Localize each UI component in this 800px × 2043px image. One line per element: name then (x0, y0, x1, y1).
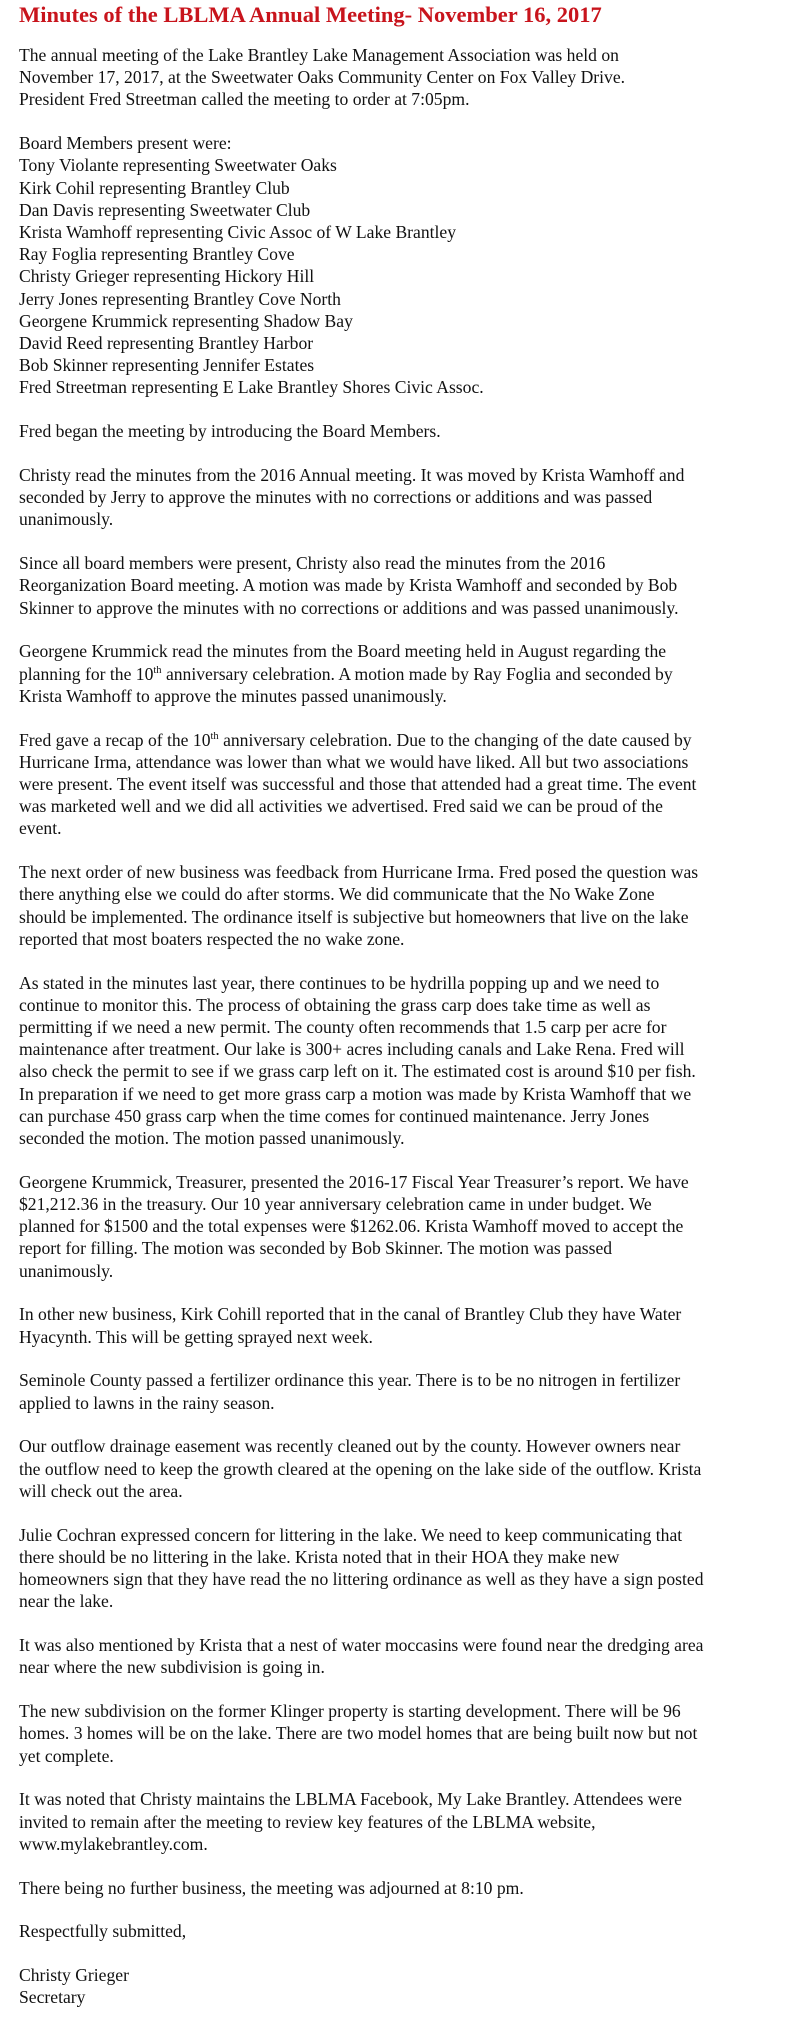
introduction-paragraph: Fred began the meeting by introducing the Board Members. (19, 421, 441, 442)
august-line-3: Krista Wamhoff to approve the minutes passed unanimously. (19, 685, 447, 706)
fertilizer-paragraph: Seminole County passed a fertilizer ordinance this year. There is to be no nitrogen in fertilizer applied to lawns in the rainy season. (19, 1370, 681, 1413)
august-line-1: Georgene Krummick read the minutes from the Board meeting held in August regarding the (19, 641, 667, 662)
littering-paragraph: Julie Cochran expressed concern for littering in the lake. We need to keep communicating that there should be no littering in the lake. Krista noted that in their HOA they make new homeowners sign that they have read the no littering ordinance as well as they have a sign posted near the lake. (19, 1524, 704, 1612)
board-member: Tony Violante representing Sweetwater Oaks (19, 155, 337, 176)
august-minutes-paragraph (19, 640, 782, 707)
august-line-2-end: anniversary celebration. A motion made by Ray Foglia and seconded by (161, 663, 673, 684)
ordinal-suffix: th (210, 730, 219, 742)
reorganization-minutes-paragraph: Since all board members were present, Christy also read the minutes from the 2016 Reorganization Board meeting. A motion was made by Krista Wamhoff and seconded by Bob Skinner to approve the minutes with no corrections or additions and was passed unanimously. (19, 553, 679, 618)
board-member: Georgene Krummick representing Shadow Bay (19, 310, 353, 331)
treasurer-report-paragraph: Georgene Krummick, Treasurer, presented the 2016-17 Fiscal Year Treasurer’s report. We have $21,212.36 in the treasury. Our 10 year anniversary celebration came in under budget. We planned for $1500 and the total expenses were $1262.06. Krista Wamhoff moved to accept the report for filling. The motion was seconded by Bob Skinner. The motion was passed unanimously. (19, 1171, 689, 1281)
intro-paragraph: The annual meeting of the Lake Brantley Lake Management Association was held on November 17, 2017, at the Sweetwater Oaks Community Center on Fox Valley Drive. President Fred Streetman called the meeting to order at 7:05pm. (19, 45, 626, 110)
signer-name: Christy Grieger (19, 1965, 129, 1986)
water-hyacynth-paragraph: In other new business, Kirk Cohill reported that in the canal of Brantley Club they have Water Hyacynth. This will be getting sprayed next week. (19, 1304, 682, 1347)
board-members-heading: Board Members present were: (19, 133, 232, 154)
board-member: Dan Davis representing Sweetwater Club (19, 199, 311, 220)
hurricane-irma-paragraph: The next order of new business was feedback from Hurricane Irma. Fred posed the question was there anything else we could do after storms. We did communicate that the No Wake Zone should be implemented. The ordinance itself is subjective but homeowners that live on the lake reported that most boaters respected the no wake zone. (19, 862, 699, 949)
board-member: Christy Grieger representing Hickory Hill (19, 266, 315, 287)
board-member: Fred Streetman representing E Lake Brantley Shores Civic Assoc. (19, 377, 484, 398)
board-member: Ray Foglia representing Brantley Cove (19, 244, 295, 265)
board-members-section (19, 132, 782, 398)
signature-block (19, 1964, 782, 2008)
anniversary-recap-paragraph (19, 729, 782, 840)
outflow-paragraph: Our outflow drainage easement was recently cleaned out by the county. However owners near the outflow need to keep the growth cleared at the opening on the lake side of the outflow. Krista will check out the area. (19, 1436, 702, 1501)
recap-line-1-end: anniversary celebration. Due to the changing of the date caused by (218, 729, 692, 750)
subdivision-paragraph: The new subdivision on the former Klinger property is starting development. There will be 96 homes. 3 homes will be on the lake. There are two model homes that are being built now but not yet complete. (19, 1701, 698, 1766)
ordinal-suffix: th (153, 664, 162, 676)
board-member: David Reed representing Brantley Harbor (19, 333, 314, 354)
board-member: Jerry Jones representing Brantley Cove North (19, 288, 341, 309)
water-moccasins-paragraph: It was also mentioned by Krista that a nest of water moccasins were found near the dredging area near where the new subdivision is going in. (19, 1635, 704, 1678)
signer-title: Secretary (19, 1987, 86, 2008)
hydrilla-paragraph: As stated in the minutes last year, there continues to be hydrilla popping up and we need to continue to monitor this. The process of obtaining the grass carp does take time as well as permitting if we need a new permit. The county often recommends that 1.5 carp per acre for maintenance after treatment. Our lake is 300+ acres including canals and Lake Rena. Fred will also check the permit to see if we grass carp left on it. The estimated cost is around $10 per fish. In preparation if we need to get more grass carp a motion was made by Krista Wamhoff that we can purchase 450 grass carp when the time comes for continued maintenance. Jerry Jones seconded the motion. The motion passed unanimously. (19, 972, 696, 1149)
board-members-list (19, 154, 782, 398)
facebook-website-paragraph: It was noted that Christy maintains the LBLMA Facebook, My Lake Brantley. Attendees were invited to remain after the meeting to review key features of the LBLMA website, www.mylakebrantley.com. (19, 1789, 682, 1854)
august-line-2-start: planning for the 10 (19, 663, 154, 684)
closing-line: Respectfully submitted, (19, 1921, 187, 1942)
annual-minutes-paragraph: Christy read the minutes from the 2016 Annual meeting. It was moved by Krista Wamhoff and seconded by Jerry to approve the minutes with no corrections or additions and was passed unanimously. (19, 465, 685, 530)
recap-line-1-start: Fred gave a recap of the 10 (19, 729, 211, 750)
document-title: Minutes of the LBLMA Annual Meeting- November 16, 2017 (19, 2, 602, 27)
recap-remaining-lines: Hurricane Irma, attendance was lower than what we would have liked. All but two associations were present. The event itself was successful and those that attended had a great time. The event was marketed well and we did all activities we advertised. Fred said we can be proud of the event. (19, 751, 697, 839)
board-member: Kirk Cohil representing Brantley Club (19, 177, 290, 198)
adjournment-paragraph: There being no further business, the meeting was adjourned at 8:10 pm. (19, 1877, 524, 1898)
board-member: Bob Skinner representing Jennifer Estates (19, 355, 315, 376)
board-member: Krista Wamhoff representing Civic Assoc of W Lake Brantley (19, 222, 457, 243)
